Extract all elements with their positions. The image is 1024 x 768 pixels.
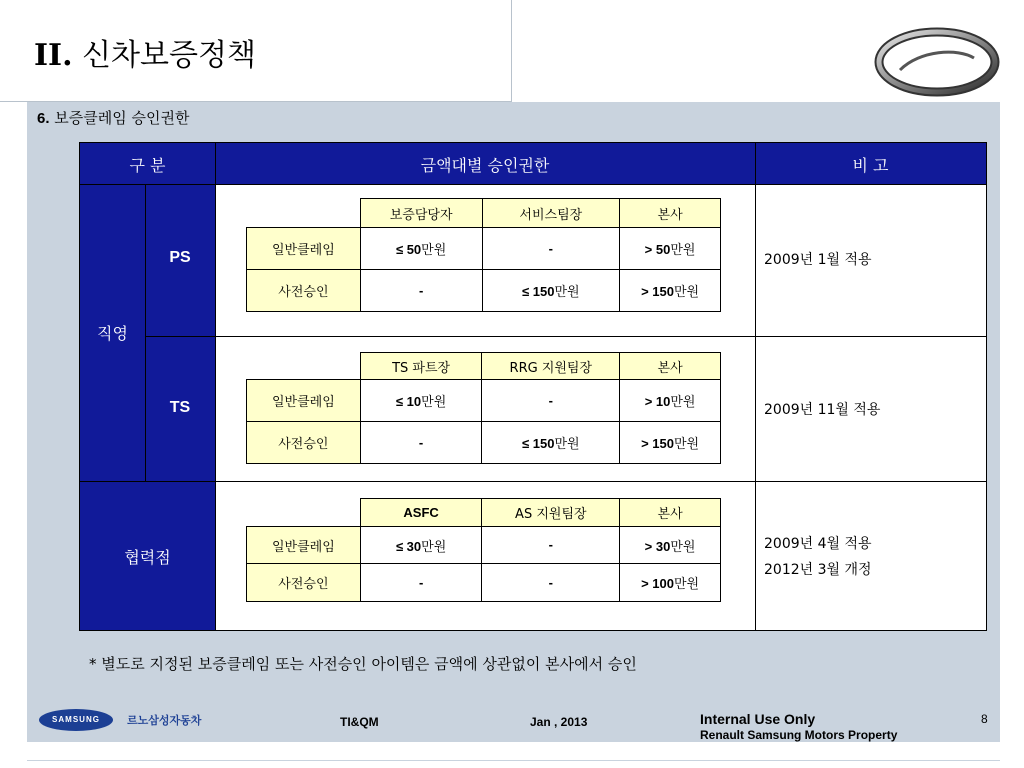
limit-unit: 만원 bbox=[673, 577, 700, 592]
divider bbox=[80, 481, 986, 482]
limit-cell bbox=[482, 270, 620, 312]
bottom-rule bbox=[27, 760, 1000, 761]
limit-cell bbox=[482, 527, 620, 564]
limit-unit: 만원 bbox=[421, 243, 447, 258]
limit-value: ≤ 150 bbox=[522, 284, 555, 299]
company-name-korean: 르노삼성자동차 bbox=[127, 714, 202, 727]
footnote: * 별도로 지정된 보증클레임 또는 사전승인 아이템은 금액에 상관없이 본사에서 승인 bbox=[89, 655, 637, 673]
limit-cell bbox=[620, 422, 721, 464]
section-number: 6. bbox=[37, 110, 50, 127]
divider bbox=[755, 143, 756, 630]
section-title: 보증클레임 승인권한 bbox=[54, 109, 190, 127]
limit-value: - bbox=[548, 537, 553, 552]
footer-department: TI&QM bbox=[340, 715, 379, 729]
limit-value: ≤ 50 bbox=[395, 242, 422, 257]
divider bbox=[145, 184, 146, 481]
partner-label: 협력점 bbox=[124, 548, 171, 567]
page-number: 8 bbox=[981, 712, 988, 726]
footer-property: Renault Samsung Motors Property bbox=[700, 728, 898, 742]
limit-value: > 10 bbox=[644, 394, 671, 409]
sub-header bbox=[360, 499, 482, 527]
divider bbox=[80, 184, 986, 185]
direct-label: 직영 bbox=[97, 324, 128, 343]
ps-label: PS bbox=[169, 249, 191, 266]
title-roman: II. bbox=[34, 38, 73, 73]
header-remarks: 비 고 bbox=[852, 156, 889, 175]
limit-value: > 50 bbox=[644, 242, 671, 257]
limit-unit: 만원 bbox=[554, 285, 580, 300]
blank-cell bbox=[247, 199, 361, 228]
sub-header: RRG 지원팀장 bbox=[482, 353, 620, 380]
claim-type: 사전승인 bbox=[247, 564, 361, 602]
limit-cell bbox=[360, 564, 482, 602]
page-title bbox=[34, 36, 256, 76]
limit-value: ≤ 150 bbox=[522, 436, 555, 451]
claim-type: 일반클레임 bbox=[247, 228, 361, 270]
limit-cell bbox=[360, 270, 482, 312]
limit-value: - bbox=[548, 574, 553, 590]
limit-cell bbox=[360, 380, 482, 422]
limit-unit: 만원 bbox=[670, 243, 696, 258]
ts-label: TS bbox=[169, 399, 191, 416]
header-category: 구 분 bbox=[129, 156, 166, 175]
limit-value: > 100 bbox=[641, 576, 674, 591]
divider bbox=[215, 143, 216, 630]
limit-value: - bbox=[548, 392, 553, 408]
ps-approval-subtable bbox=[246, 198, 721, 312]
footer-date: Jan , 2013 bbox=[530, 715, 588, 729]
sub-header: 본사 bbox=[620, 353, 721, 380]
limit-cell bbox=[620, 380, 721, 422]
partner-remark-line2: 2012년 3월 개정 bbox=[764, 562, 872, 578]
sub-header: AS 지원팀장 bbox=[482, 499, 620, 527]
blank-cell bbox=[247, 499, 361, 527]
limit-cell bbox=[360, 422, 482, 464]
sub-header: 서비스팀장 bbox=[482, 199, 620, 228]
limit-unit: 만원 bbox=[670, 539, 696, 555]
partner-remark-line1: 2009년 4월 적용 bbox=[764, 536, 872, 552]
partner-approval-subtable bbox=[246, 498, 721, 602]
limit-value: - bbox=[418, 434, 424, 450]
claim-type: 일반클레임 bbox=[247, 527, 361, 564]
claim-type: 사전승인 bbox=[247, 422, 361, 464]
limit-cell bbox=[482, 228, 620, 270]
limit-value: - bbox=[418, 282, 424, 298]
title-box bbox=[0, 0, 512, 102]
limit-cell bbox=[620, 270, 721, 312]
limit-value: ≤ 10 bbox=[395, 394, 422, 409]
limit-unit: 만원 bbox=[670, 395, 696, 410]
title-korean: 신차보증정책 bbox=[82, 38, 256, 73]
ts-approval-subtable bbox=[246, 352, 721, 464]
limit-unit: 만원 bbox=[673, 437, 700, 452]
renault-samsung-logo-icon bbox=[874, 20, 1000, 98]
footer-classification: Internal Use Only bbox=[700, 711, 816, 727]
limit-unit: 만원 bbox=[421, 395, 447, 410]
limit-cell bbox=[620, 564, 721, 602]
ts-remark: 2009년 11월 적용 bbox=[764, 402, 881, 418]
limit-unit: 만원 bbox=[421, 539, 447, 555]
limit-value: > 150 bbox=[641, 436, 674, 451]
samsung-logo: SAMSUNG bbox=[39, 709, 113, 731]
limit-cell bbox=[360, 228, 482, 270]
sub-header: 본사 bbox=[620, 199, 721, 228]
limit-value: - bbox=[548, 240, 553, 256]
limit-cell bbox=[482, 422, 620, 464]
header-approval: 금액대별 승인권한 bbox=[420, 156, 550, 175]
limit-cell bbox=[482, 564, 620, 602]
claim-type: 사전승인 bbox=[247, 270, 361, 312]
sub-header: TS 파트장 bbox=[360, 353, 482, 380]
limit-cell bbox=[482, 380, 620, 422]
sub-header: 보증담당자 bbox=[360, 199, 482, 228]
ps-remark: 2009년 1월 적용 bbox=[764, 252, 872, 268]
limit-unit: 만원 bbox=[554, 437, 580, 452]
content-panel bbox=[27, 102, 1000, 742]
divider bbox=[145, 336, 986, 337]
limit-value: - bbox=[418, 574, 424, 590]
sub-header: 본사 bbox=[620, 499, 721, 527]
sub-header-text: ASFC bbox=[403, 504, 439, 520]
limit-value: > 150 bbox=[641, 284, 674, 299]
limit-cell bbox=[620, 527, 721, 564]
approval-table bbox=[79, 142, 987, 631]
limit-cell bbox=[620, 228, 721, 270]
claim-type: 일반클레임 bbox=[247, 380, 361, 422]
blank-cell bbox=[247, 353, 361, 380]
limit-value: ≤ 30 bbox=[395, 538, 422, 554]
section-heading bbox=[37, 108, 189, 129]
limit-unit: 만원 bbox=[673, 285, 700, 300]
limit-value: > 30 bbox=[644, 538, 671, 554]
limit-cell bbox=[360, 527, 482, 564]
